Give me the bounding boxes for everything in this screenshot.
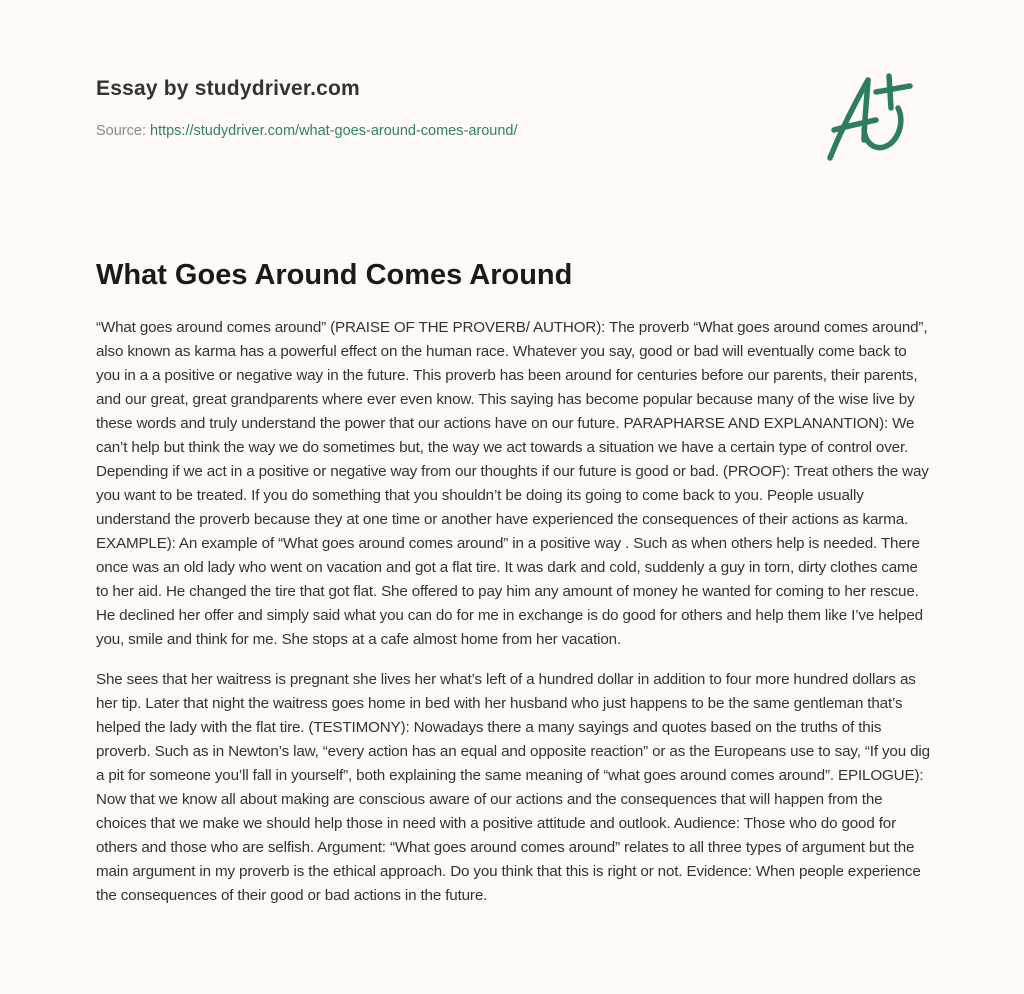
essay-title: What Goes Around Comes Around xyxy=(96,259,573,291)
page-header xyxy=(96,74,796,141)
site-title: Essay by studydriver.com xyxy=(96,77,360,100)
essay-body xyxy=(96,316,934,924)
a-plus-grade-icon xyxy=(820,68,930,168)
source-line xyxy=(96,121,796,141)
source-label: Source: xyxy=(96,123,150,139)
source-link[interactable]: https://studydriver.com/what-goes-around-comes-around/ xyxy=(150,123,518,139)
essay-paragraph: She sees that her waitress is pregnant she lives her what’s left of a hundred dollar in addition to four more hundred dollars as her tip. Later that night the waitress goes home in bed with her husband who just happens to be the same gentleman that’s helped the lady with the flat tire. (TESTIMONY): Nowadays there a many sayings and quotes based on the truths of this proverb. Such as in Newton’s law, “every action has an equal and opposite reaction” or as the Europeans use to say, “If you dig a pit for someone you’ll fall in yourself”, both explaining the same meaning of “what goes around comes around”. EPILOGUE): Now that we know all about making are conscious aware of our actions and the consequences that will happen from the choices that we make we should help those in need with a positive attitude and outlook. Audience: Those who do good for others and those who are selfish. Argument: “What goes around comes around” relates to all three types of argument but the main argument in my proverb is the ethical approach. Do you think that this is right or not. Evidence: When people experience the consequences of their good or bad actions in the future. xyxy=(96,671,930,904)
essay-paragraph: “What goes around comes around” (PRAISE OF THE PROVERB/ AUTHOR): The proverb “What goes around comes around”, also known as karma has a powerful effect on the human race. Whatever you say, good or bad will eventually come back to you in a a positive or negative way in the future. This proverb has been around for centuries before our parents, their parents, and our great, great grandparents where ever even know. This saying has become popular because many of the wise live by these words and truly understand the power that our actions have on our future. PARAPHARSE AND EXPLANANTION): We can’t help but think the way we do sometimes but, the way we act towards a situation we have a certain type of control over. Depending if we act in a positive or negative way from our thoughts if our future is good or bad. (PROOF): Treat others the way you want to be treated. If you do something that you shouldn’t be doing its going to come back to you. People usually understand the proverb because they at one time or another have experienced the consequences of their actions as karma. EXAMPLE): An example of “What goes around comes around” in a positive way . Such as when others help is needed. There once was an old lady who went on vacation and got a flat tire. It was dark and cold, suddenly a guy in torn, dirty clothes came to her aid. He changed the tire that got flat. She offered to pay him any amount of money he wanted for coming to her rescue. He declined her offer and simply said what you can do for me in exchange is do good for others and help them like I’ve helped you, smile and think for me. She stops at a cafe almost home from her vacation. xyxy=(96,319,929,648)
